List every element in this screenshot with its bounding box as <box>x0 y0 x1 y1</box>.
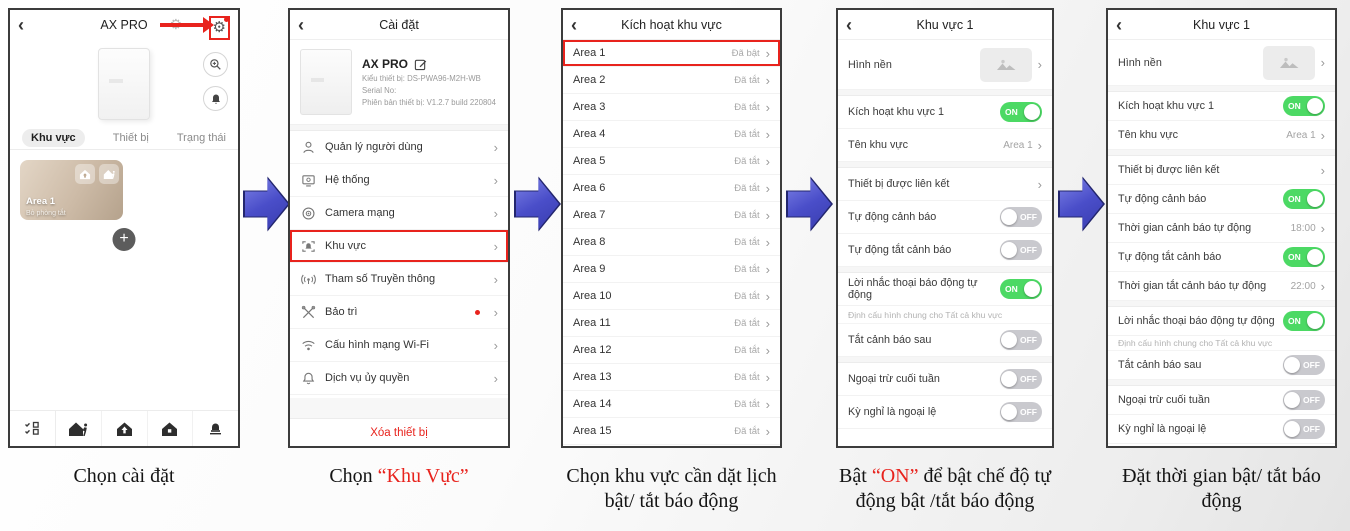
auto-arm-row[interactable]: Tự động cảnh báo ON <box>1108 185 1335 214</box>
user-icon <box>300 140 316 155</box>
menu-label: Cấu hình mạng Wi-Fi <box>325 339 429 351</box>
area-list-row[interactable]: Area 14 Đã tắt › <box>563 391 780 418</box>
step-2-column <box>288 8 510 489</box>
bottom-toolbar <box>10 410 238 446</box>
step-5-column <box>1106 8 1337 514</box>
chevron-right-icon <box>494 372 498 385</box>
tab-thiet-bi[interactable]: Thiết bị <box>112 131 149 144</box>
step-1-caption: Chọn cài đặt <box>73 465 175 487</box>
auto-disarm-row[interactable]: Tự động tắt cảnh báo OFF <box>838 234 1052 267</box>
toggle-knob <box>1024 104 1040 120</box>
away-arm-house-icon <box>103 169 116 180</box>
wallpaper-row[interactable]: Hình nền › <box>1108 40 1335 86</box>
toggle-knob <box>1307 313 1323 329</box>
next-step-arrow <box>243 176 290 232</box>
toggle-knob <box>1001 209 1017 225</box>
chevron-right-icon <box>766 236 770 249</box>
area-card-status: Bỏ phòng tắt <box>26 210 66 217</box>
chevron-right-icon <box>494 141 498 154</box>
bell-icon <box>210 93 222 105</box>
checklist-icon <box>24 421 41 436</box>
add-area-button[interactable] <box>113 228 136 251</box>
toggle-off[interactable]: OFF <box>1000 240 1042 260</box>
page-title: AX PRO <box>100 18 148 32</box>
area-list-row[interactable]: Area 8 Đã tắt › <box>563 229 780 256</box>
chevron-right-icon <box>766 344 770 357</box>
area-name-row[interactable]: Tên khu vực Area 1 › <box>838 129 1052 162</box>
area-list-row[interactable]: Area 13 Đã tắt › <box>563 364 780 391</box>
menu-label: Hệ thống <box>325 174 370 186</box>
area-list-row[interactable]: Area 11 Đã tắt › <box>563 310 780 337</box>
next-step-arrow <box>1058 176 1105 232</box>
linked-devices-row[interactable]: Thiết bị được liên kết › <box>1108 156 1335 185</box>
phone-screen-home <box>8 8 240 448</box>
settings-button[interactable] <box>209 16 230 40</box>
signal-icon <box>300 272 316 287</box>
status-badge: Đã bật <box>731 47 760 59</box>
phone-screen-area-list <box>561 8 782 448</box>
status-badge: Đã tắt <box>734 344 760 356</box>
toggle-off[interactable]: OFF <box>1283 355 1325 375</box>
toggle-on[interactable]: ON <box>1283 247 1325 267</box>
settings-filler <box>290 398 508 418</box>
toggle-off[interactable]: OFF <box>1283 419 1325 439</box>
area-list-row[interactable]: Area 15 Đã tắt › <box>563 418 780 445</box>
menu-label: Bảo trì <box>325 306 358 318</box>
menu-item-communication[interactable] <box>290 263 508 296</box>
area-list-row[interactable]: Area 2 Đã tắt › <box>563 67 780 94</box>
auto-arm-time-row[interactable]: Thời gian cảnh báo tự động 18:00 › <box>1108 214 1335 243</box>
siren-icon <box>207 421 224 436</box>
magnifier-icon <box>209 58 222 71</box>
update-badge-dot <box>475 310 480 315</box>
toggle-knob <box>1284 357 1300 373</box>
chevron-right-icon <box>1321 222 1325 235</box>
tab-trang-thai[interactable]: Trạng thái <box>176 131 226 144</box>
menu-label: Camera mạng <box>325 207 395 219</box>
area-list-row[interactable]: Area 9 Đã tắt › <box>563 256 780 283</box>
area-icon <box>300 239 316 254</box>
voice-prompt-row[interactable]: Lời nhắc thoại báo động tự động ON <box>1108 307 1335 336</box>
wifi-icon <box>300 338 316 353</box>
camera-icon <box>300 206 316 221</box>
chevron-right-icon <box>766 209 770 222</box>
late-disarm-row[interactable]: Tắt cảnh báo sau OFF <box>838 324 1052 357</box>
except-weekend-row[interactable]: Ngoại trừ cuối tuần OFF <box>1108 386 1335 415</box>
menu-label: Khu vực <box>325 240 366 252</box>
status-badge: Đã tắt <box>734 155 760 167</box>
holiday-exception-row[interactable]: Kỳ nghỉ là ngoại lệ OFF <box>838 396 1052 429</box>
page-title: Khu vực 1 <box>916 17 974 32</box>
status-badge: Đã tắt <box>734 74 760 86</box>
activate-area-row[interactable]: Kích hoạt khu vực 1 ON <box>1108 92 1335 121</box>
disarm-house-icon <box>161 421 178 437</box>
next-step-arrow <box>786 176 833 232</box>
disarm-toolbar-button[interactable] <box>148 411 194 446</box>
delete-device-button[interactable]: Xóa thiết bị <box>290 418 508 446</box>
menu-label: Quản lý người dùng <box>325 141 423 153</box>
home-tabs <box>10 126 238 150</box>
phone-screen-settings <box>288 8 510 448</box>
wallpaper-row[interactable]: Hình nền › <box>838 40 1052 90</box>
menu-item-authorization-service[interactable] <box>290 362 508 395</box>
next-step-arrow <box>514 176 561 232</box>
area-card[interactable] <box>20 160 123 220</box>
stay-arm-house-icon <box>79 169 91 180</box>
notification-dot <box>224 17 229 22</box>
chevron-right-icon <box>494 339 498 352</box>
device-serial: Serial No: <box>362 86 397 95</box>
phone-screen-area-schedule <box>1106 8 1337 448</box>
auto-arm-row[interactable]: Tự động cảnh báo OFF <box>838 201 1052 234</box>
toggle-knob <box>1001 242 1017 258</box>
chevron-right-icon <box>766 155 770 168</box>
alarm-button[interactable] <box>203 86 228 111</box>
toggle-knob <box>1307 249 1323 265</box>
page-title: Cài đặt <box>379 17 419 32</box>
stay-arm-button[interactable] <box>75 164 95 184</box>
page-title: Khu vực 1 <box>1192 17 1250 32</box>
chevron-right-icon <box>766 425 770 438</box>
chevron-right-icon <box>766 74 770 87</box>
chevron-right-icon <box>1321 56 1325 69</box>
device-version: Phiên bản thiết bị: V1.2.7 build 220804 <box>362 98 496 107</box>
status-badge: Đã tắt <box>734 398 760 410</box>
gear-icon <box>213 19 226 36</box>
toggle-on[interactable]: ON <box>1000 279 1042 299</box>
step-3-caption: Chọn khu vực cần dặt lịch bật/ tắt báo động <box>566 465 777 512</box>
chevron-right-icon <box>766 290 770 303</box>
status-badge: Đã tắt <box>734 425 760 437</box>
config-note: Định cấu hình chung cho Tất cả khu vực <box>1108 336 1335 351</box>
area-list-row[interactable]: Area 1 Đã bật › <box>563 40 780 67</box>
maintenance-icon <box>300 305 316 320</box>
toggle-knob <box>1284 392 1300 408</box>
highlight-box <box>838 201 1052 267</box>
toggle-off[interactable]: OFF <box>1000 207 1042 227</box>
status-badge: Đã tắt <box>734 128 760 140</box>
device-model: Kiểu thiết bị: DS-PWA96-M2H-WB <box>362 74 481 83</box>
area-list-row[interactable]: Area 5 Đã tắt › <box>563 148 780 175</box>
hub-device-image <box>98 48 150 120</box>
status-badge: Đã tắt <box>734 317 760 329</box>
toggle-knob <box>1307 98 1323 114</box>
area-list-row[interactable]: Area 12 Đã tắt › <box>563 337 780 364</box>
menu-item-area[interactable] <box>290 230 508 263</box>
toggle-knob <box>1024 281 1040 297</box>
area-list-row[interactable]: Area 6 Đã tắt › <box>563 175 780 202</box>
area-card-name: Area 1 <box>26 196 56 207</box>
chevron-right-icon <box>494 207 498 220</box>
area-list-row[interactable]: Area 7 Đã tắt › <box>563 202 780 229</box>
voice-prompt-row[interactable]: Lời nhắc thoại báo động tự động ON <box>838 273 1052 306</box>
device-name: AX PRO <box>362 57 409 71</box>
toggle-on[interactable]: ON <box>1283 311 1325 331</box>
menu-item-system[interactable] <box>290 164 508 197</box>
menu-item-network-camera[interactable] <box>290 197 508 230</box>
siren-toolbar-button[interactable] <box>193 411 238 446</box>
toggle-knob <box>1001 332 1017 348</box>
toggle-off[interactable]: OFF <box>1000 330 1042 350</box>
area-list-row[interactable]: Area 4 Đã tắt › <box>563 121 780 148</box>
toggle-knob <box>1001 404 1017 420</box>
except-weekend-row[interactable]: Ngoại trừ cuối tuần OFF <box>838 363 1052 396</box>
system-icon <box>300 173 316 188</box>
status-badge: Đã tắt <box>734 182 760 194</box>
menu-item-maintenance[interactable] <box>290 296 508 329</box>
chevron-right-icon <box>766 101 770 114</box>
chevron-right-icon <box>494 273 498 286</box>
auto-disarm-time-row[interactable]: Thời gian tắt cảnh báo tự động 22:00 › <box>1108 272 1335 301</box>
zoom-button[interactable] <box>203 52 228 77</box>
away-arm-icon <box>68 421 89 437</box>
chevron-right-icon <box>494 240 498 253</box>
chevron-right-icon <box>766 128 770 141</box>
image-placeholder-icon <box>1263 46 1315 80</box>
toggle-on[interactable]: ON <box>1000 102 1042 122</box>
toggle-off[interactable]: OFF <box>1283 390 1325 410</box>
step-4-caption: Bật “ON” để bật chế độ tự động bật /tắt báo động <box>839 465 1051 512</box>
tab-khu-vuc[interactable]: Khu vực <box>22 129 85 147</box>
area-list-row[interactable]: Area 3 Đã tắt › <box>563 94 780 121</box>
stay-arm-toolbar-button[interactable] <box>102 411 148 446</box>
chevron-right-icon <box>766 182 770 195</box>
toggle-knob <box>1284 421 1300 437</box>
highlight-box <box>1108 185 1335 301</box>
chevron-right-icon <box>766 47 770 60</box>
step-4-column <box>836 8 1054 514</box>
device-info-row[interactable] <box>290 40 508 125</box>
activate-area-row[interactable]: Kích hoạt khu vực 1 ON <box>838 96 1052 129</box>
chevron-right-icon <box>1038 58 1042 71</box>
toggle-off[interactable]: OFF <box>1000 402 1042 422</box>
menu-item-user-management[interactable] <box>290 131 508 164</box>
chevron-right-icon <box>494 174 498 187</box>
status-badge: Đã tắt <box>734 236 760 248</box>
area-name-row[interactable]: Tên khu vực Area 1 › <box>1108 121 1335 150</box>
holiday-exception-row[interactable]: Kỳ nghỉ là ngoại lệ OFF <box>1108 415 1335 444</box>
service-icon <box>300 371 316 386</box>
auto-disarm-row[interactable]: Tự động tắt cảnh báo ON <box>1108 243 1335 272</box>
annotation-red-arrow <box>160 23 204 27</box>
chevron-right-icon <box>1038 139 1042 152</box>
toggle-off[interactable]: OFF <box>1000 369 1042 389</box>
status-badge: Đã tắt <box>734 209 760 221</box>
menu-label: Tham số Truyền thông <box>325 273 436 285</box>
away-arm-toolbar-button[interactable] <box>56 411 102 446</box>
device-thumbnail <box>300 49 352 115</box>
phone-screen-area-settings <box>836 8 1054 448</box>
status-badge: Đã tắt <box>734 371 760 383</box>
menu-label: Dịch vụ ủy quyền <box>325 372 410 384</box>
chevron-right-icon <box>1321 129 1325 142</box>
toggle-on[interactable]: ON <box>1283 189 1325 209</box>
chevron-right-icon <box>1038 178 1042 191</box>
config-note: Định cấu hình chung cho Tất cả khu vực <box>838 306 1052 324</box>
status-badge: Đã tắt <box>734 101 760 113</box>
chevron-right-icon <box>1321 280 1325 293</box>
scenario-checklist-button[interactable] <box>10 411 56 446</box>
step-2-caption: Chọn “Khu Vực” <box>329 465 469 487</box>
image-placeholder-icon <box>980 48 1032 82</box>
toggle-on[interactable]: ON <box>1283 96 1325 116</box>
edit-icon[interactable] <box>414 58 427 71</box>
stay-arm-icon <box>116 421 133 437</box>
chevron-right-icon <box>766 263 770 276</box>
linked-devices-row[interactable]: Thiết bị được liên kết › <box>838 168 1052 201</box>
away-arm-button[interactable] <box>99 164 119 184</box>
chevron-right-icon <box>766 371 770 384</box>
chevron-right-icon <box>766 317 770 330</box>
step-3-column <box>561 8 782 514</box>
late-disarm-row[interactable]: Tắt cảnh báo sau OFF <box>1108 351 1335 380</box>
step-5-caption: Đặt thời gian bật/ tắt báo động <box>1122 465 1321 512</box>
area-list-row[interactable]: Area 10 Đã tắt › <box>563 283 780 310</box>
menu-item-wifi[interactable] <box>290 329 508 362</box>
step-1-column <box>8 8 240 489</box>
chevron-right-icon <box>1321 164 1325 177</box>
status-badge: Đã tắt <box>734 290 760 302</box>
toggle-knob <box>1307 191 1323 207</box>
page-title: Kích hoạt khu vực <box>621 17 722 32</box>
chevron-right-icon <box>766 398 770 411</box>
chevron-right-icon <box>494 306 498 319</box>
toggle-knob <box>1001 371 1017 387</box>
status-badge: Đã tắt <box>734 263 760 275</box>
